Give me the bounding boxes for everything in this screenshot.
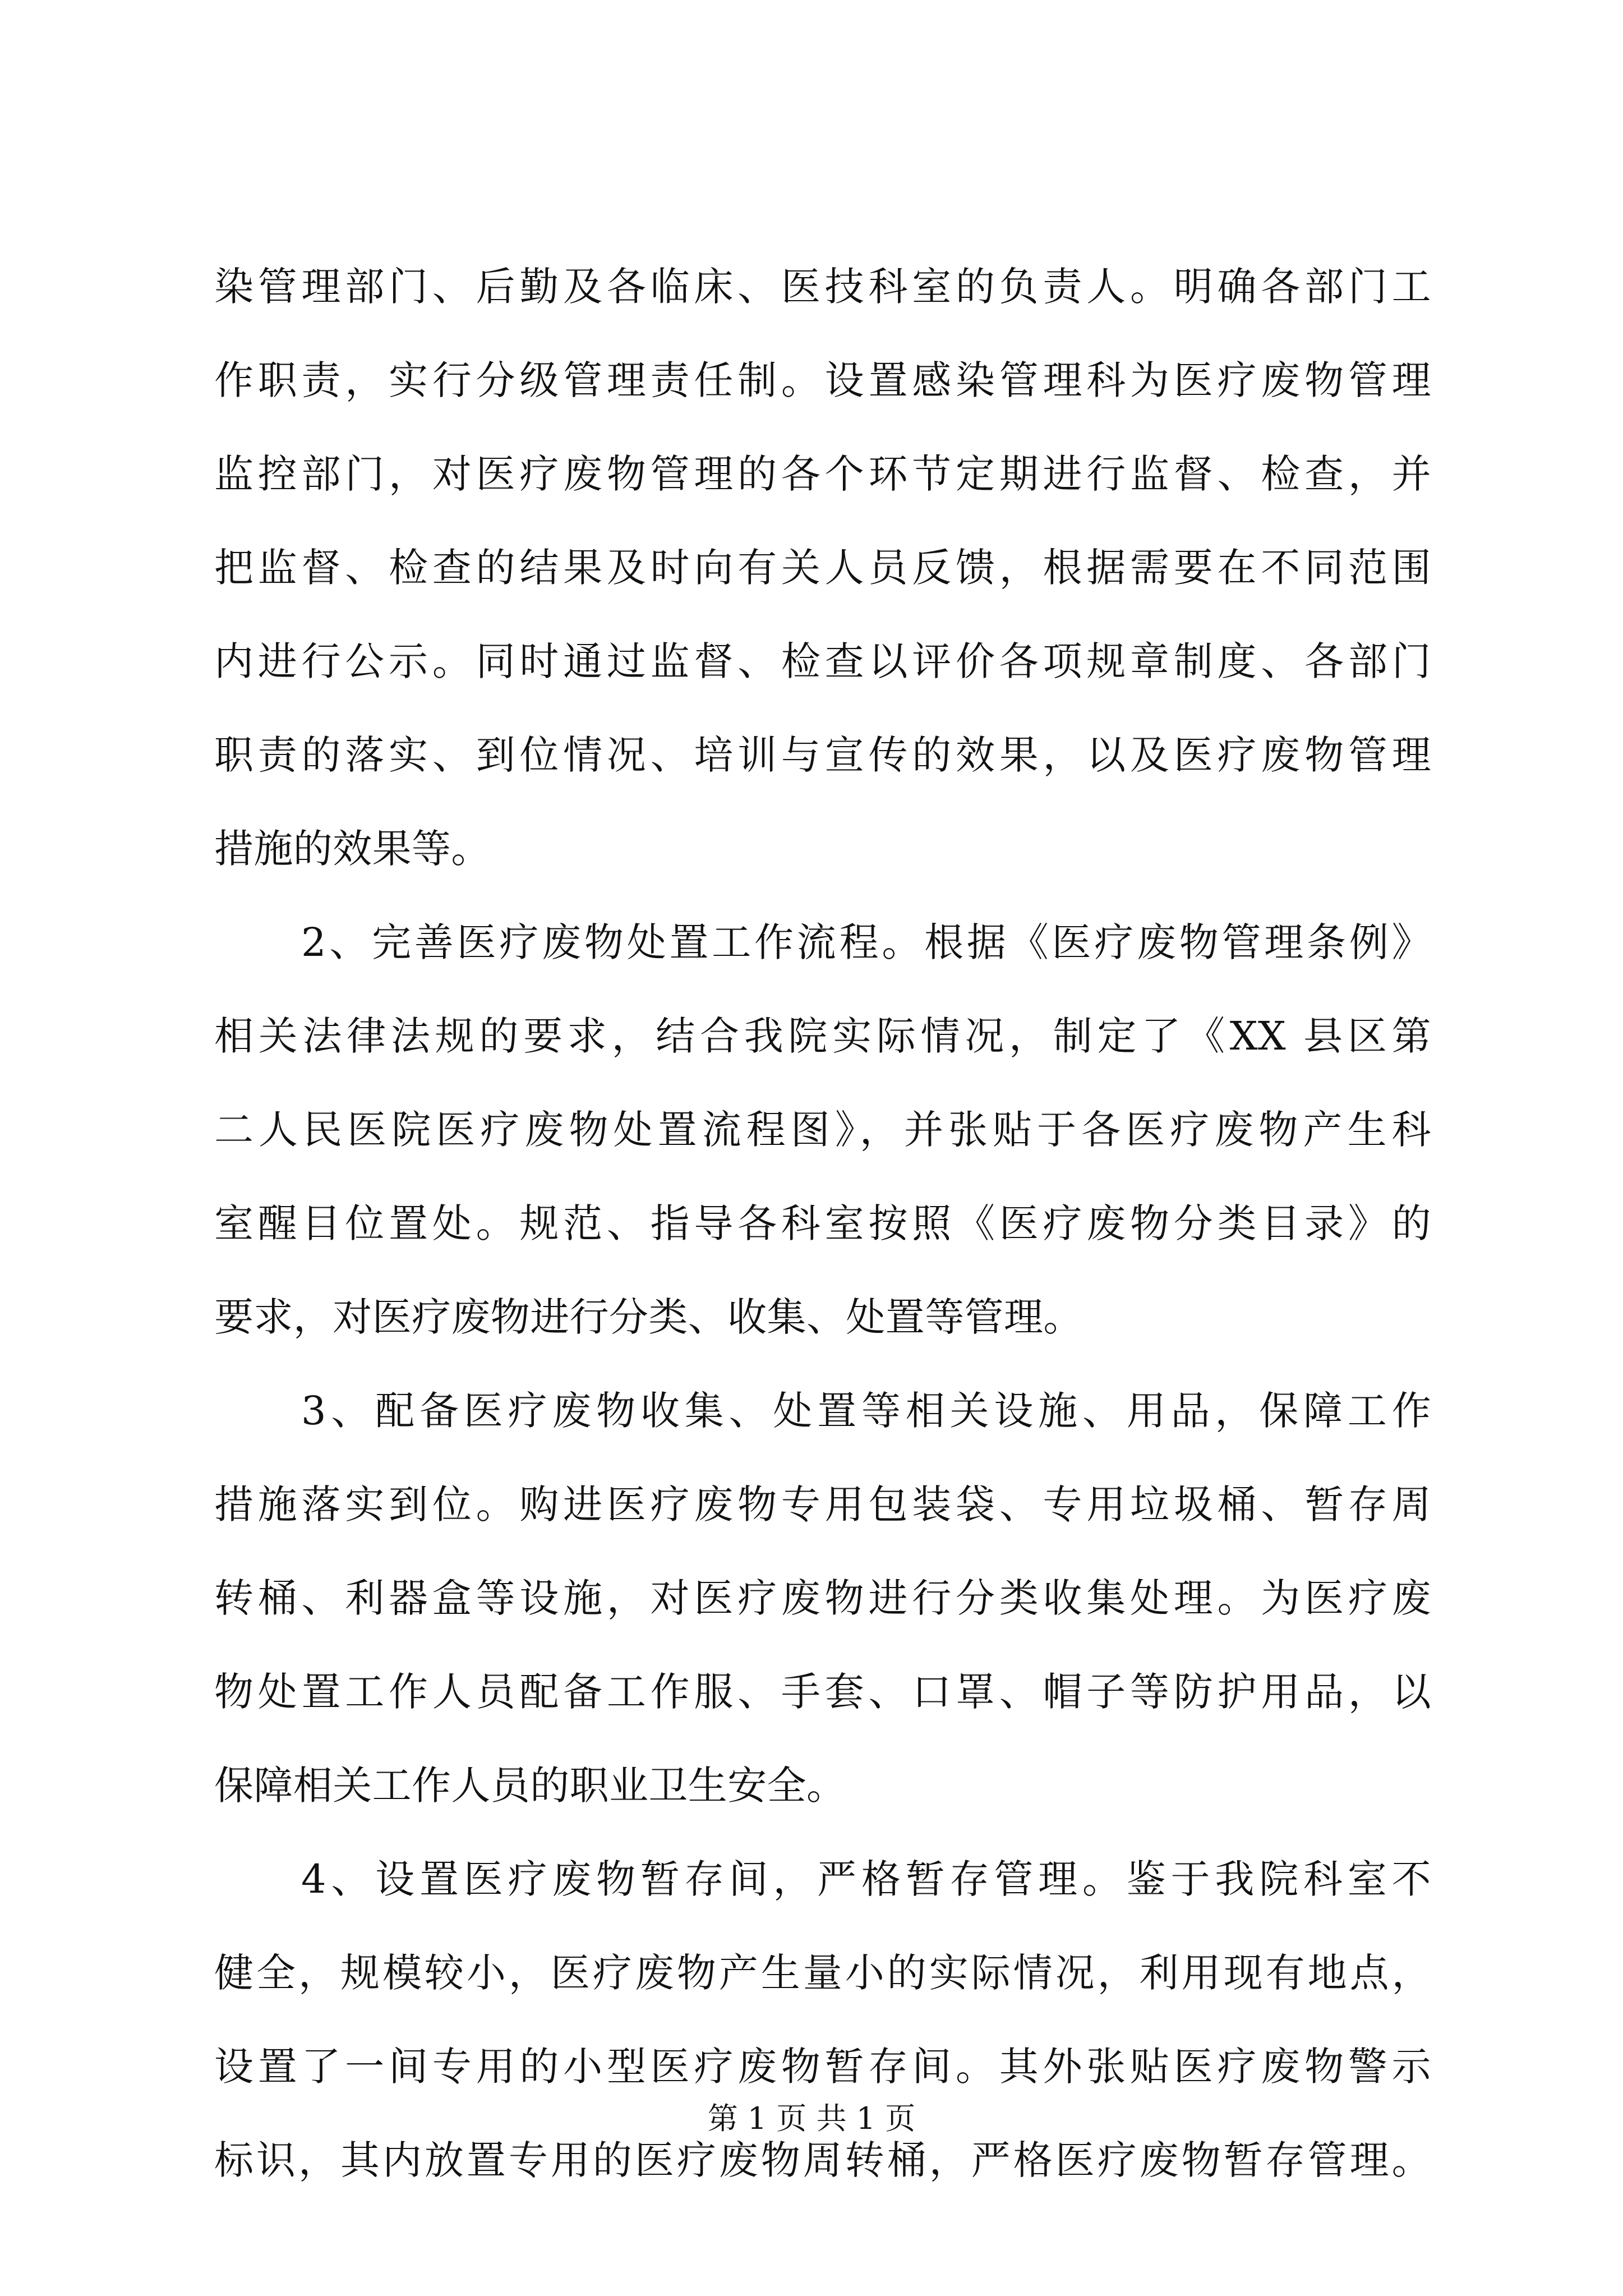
text-line: 标识，其内放置专用的医疗废物周转桶，严格医疗废物暂存管理。 (214, 2137, 1431, 2183)
text-line: 转桶、利器盒等设施，对医疗废物进行分类收集处理。为医疗废 (214, 1575, 1431, 1621)
text-line: 物处置工作人员配备工作服、手套、口罩、帽子等防护用品，以 (214, 1669, 1431, 1715)
text-line: 监控部门，对医疗废物管理的各个环节定期进行监督、检查，并 (214, 451, 1431, 497)
text-line: 措施落实到位。购进医疗废物专用包装袋、专用垃圾桶、暂存周 (214, 1481, 1431, 1527)
text-line: 二人民医院医疗废物处置流程图》，并张贴于各医疗废物产生科 (214, 1107, 1431, 1153)
text-line: 把监督、检查的结果及时向有关人员反馈，根据需要在不同范围 (214, 545, 1431, 591)
text-line: 染管理部门、后勤及各临床、医技科室的负责人。明确各部门工 (214, 264, 1431, 310)
paragraph-first-line: 2、完善医疗废物处置工作流程。根据《医疗废物管理条例》 (301, 919, 1431, 965)
paragraph-first-line: 4、设置医疗废物暂存间，严格暂存管理。鉴于我院科室不 (301, 1856, 1431, 1902)
text-line: 设置了一间专用的小型医疗废物暂存间。其外张贴医疗废物警示 (214, 2044, 1431, 2090)
text-line: 保障相关工作人员的职业卫生安全。 (214, 1763, 846, 1809)
text-line: 职责的落实、到位情况、培训与宣传的效果，以及医疗废物管理 (214, 732, 1431, 778)
text-line: 作职责，实行分级管理责任制。设置感染管理科为医疗废物管理 (214, 357, 1431, 403)
page-number-footer: 第 1 页 共 1 页 (707, 2101, 916, 2136)
paragraph-first-line: 3、配备医疗废物收集、处置等相关设施、用品，保障工作 (301, 1388, 1431, 1434)
text-line: 室醒目位置处。规范、指导各科室按照《医疗废物分类目录》的 (214, 1200, 1431, 1246)
text-line: 内进行公示。同时通过监督、检查以评价各项规章制度、各部门 (214, 638, 1431, 684)
text-line: 措施的效果等。 (214, 826, 491, 872)
document-body (214, 240, 1431, 2207)
text-line: 要求，对医疗废物进行分类、收集、处置等管理。 (214, 1294, 1083, 1340)
text-line: 相关法律法规的要求，结合我院实际情况，制定了《XX 县区第 (214, 1013, 1431, 1059)
text-line: 健全，规模较小，医疗废物产生量小的实际情况，利用现有地点， (214, 1950, 1431, 1996)
